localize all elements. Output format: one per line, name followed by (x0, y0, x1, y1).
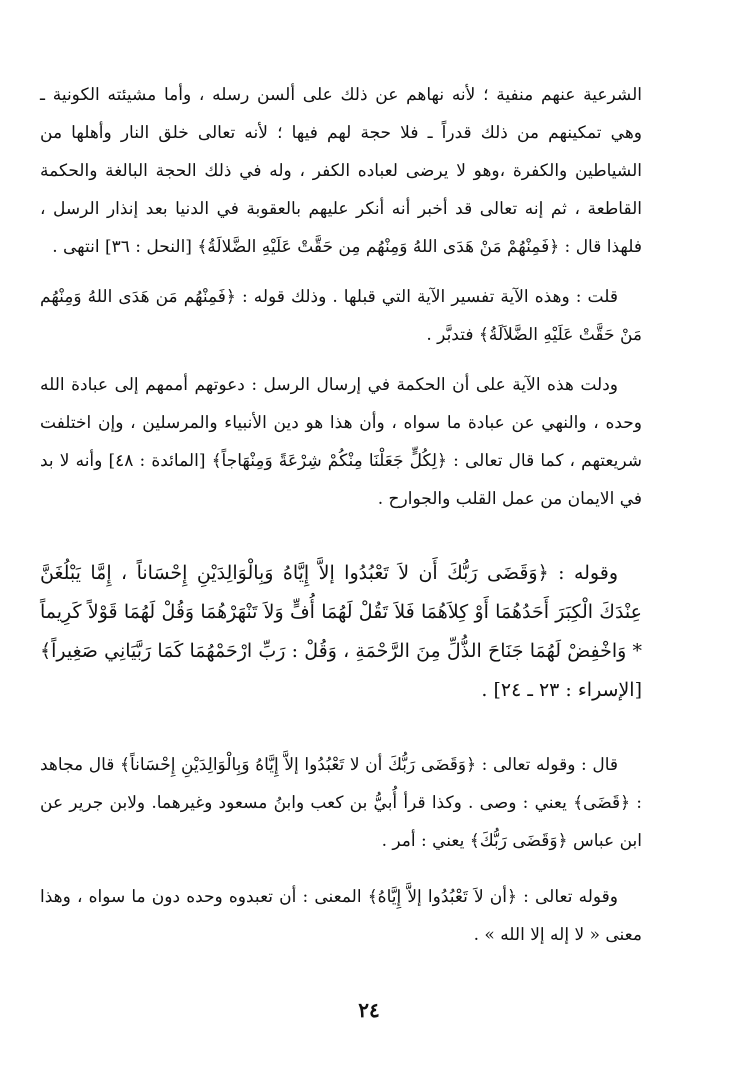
page-body (40, 76, 642, 954)
page-number: ٢٤ (358, 998, 380, 1022)
paragraph-author-note: قلت : وهذه الآية تفسير الآية التي قبلها . وذلك قوله : ﴿فَمِنْهُم مَن هَدَى اللهُ وَمِنْهُم مَنْ حَقَّتْ عَلَيْهِ الضَّلاَلَةُ﴾ فتدبَّر . (40, 287, 642, 345)
paragraph-commentary-end: الشرعية عنهم منفية ؛ لأنه نهاهم عن ذلك على ألسن رسله ، وأما مشيئته الكونية ـ وهي تمكينهم من ذلك قدراً ـ فلا حجة لهم فيها ؛ لأنه تعالى خلق النار وأهلها من الشياطين والكفرة ،وهو لا يرضى لعباده الكفر ، وله في ذلك الحجة البالغة والحكمة القاطعة ، ثم إنه تعالى قد أخبر أنه أنكر عليهم بالعقوبة في الدنيا بعد إنذار الرسل ، فلهذا قال : ﴿فَمِنْهُمْ مَنْ هَدَى اللهُ وَمِنْهُم مِن حَقَّتْ عَلَيْهِ الضَّلالَةُ﴾ [النحل : ٣٦] انتهى . (40, 85, 642, 257)
paragraph-tafsir-mujahid: قال : وقوله تعالى : ﴿وَقَضَى رَبُّكَ أن لا تَعْبُدُوا إلاَّ إِيَّاهُ وَبِالْوَالِدَيْنِ إِحْسَاناً﴾ قال مجاهد : ﴿قَضَى﴾ يعني : وصى . وكذا قرأ أُبيُّ بن كعب وابنُ مسعود وغيرهما. ولابن جرير عن ابن عباس ﴿وَقَضَى رَبُّكَ﴾ يعني : أمر . (40, 755, 642, 851)
paragraph-quran-verse-isra: وقوله : ﴿وَقَضَى رَبُّكَ أَن لاَ تَعْبُدُوا إلاَّ إِيَّاهُ وَبِالْوَالِدَيْنِ إِحْسَاناً ، إِمَّا يَبْلُغَنَّ عِنْدَكَ الْكِبَرَ أَحَدُهُمَا أَوْ كِلاَهُمَا فَلاَ تَقُلْ لَهُمَا أُفٍّ وَلاَ تَنْهَرْهُمَا وَقُلْ لَهُمَا قَوْلاً كَرِيماً * وَاخْفِضْ لَهُمَا جَنَاحَ الذُّلِّ مِنَ الرَّحْمَةِ ، وَقُلْ : رَبِّ ارْحَمْهُمَا كَمَا رَبَّيَانِي صَغِيراً﴾ [الإسراء : ٢٣ ـ ٢٤] . (40, 562, 642, 701)
paragraph-wisdom-of-messengers: ودلت هذه الآية على أن الحكمة في إرسال الرسل : دعوتهم أممهم إلى عبادة الله وحده ، والنهي عن عبادة ما سواه ، وأن هذا هو دين الأنبياء والمرسلين ، وإن اختلفت شريعتهم ، كما قال تعالى : ﴿لِكُلٍّ جَعَلْنَا مِنْكُمْ شِرْعَةً وَمِنْهَاجاً﴾ [المائدة : ٤٨] وأنه لا بد في الايمان من عمل القلب والجوارح . (40, 375, 642, 509)
paragraph-meaning-tawhid: وقوله تعالى : ﴿أن لاَ تَعْبُدُوا إلاَّ إِيَّاهُ﴾ المعنى : أن تعبدوه وحده دون ما سواه ، وهذا معنى « لا إله إلا الله » . (40, 887, 642, 945)
